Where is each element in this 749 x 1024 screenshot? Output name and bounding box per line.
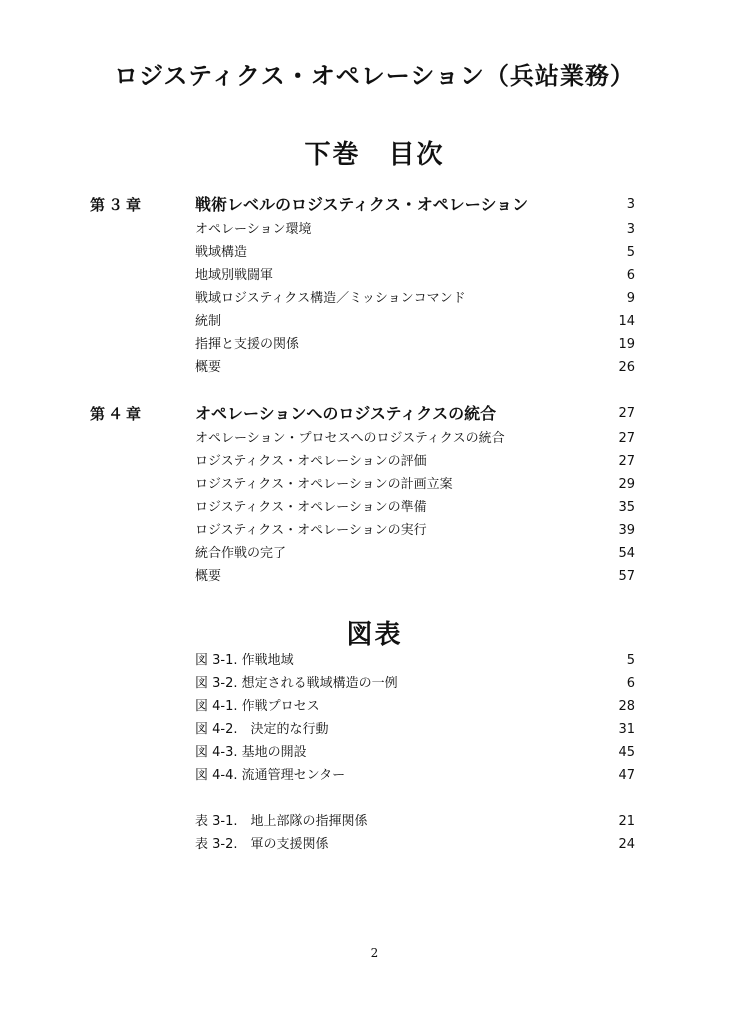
toc-entry-text: 概要 (195, 360, 222, 375)
page-number: 3 (626, 197, 635, 212)
toc-entry-text: ロジスティクス・オペレーションの準備 (195, 500, 427, 515)
figure-entry-text: 図 4-3. 基地の開設 (195, 745, 307, 760)
toc-entry (0, 428, 749, 450)
figure-entry-text: 図 4-1. 作戦プロセス (195, 699, 320, 714)
figure-entry (0, 696, 749, 718)
page-number: 6 (626, 268, 635, 283)
toc-entry (0, 288, 749, 310)
page-number: 45 (618, 745, 635, 760)
toc-entry (0, 242, 749, 264)
toc-entry (0, 543, 749, 565)
figure-entry (0, 742, 749, 764)
toc-entry-text: 統合作戦の完了 (195, 546, 287, 561)
toc-entry (0, 451, 749, 473)
figure-entry-text: 図 3-2. 想定される戦域構造の一例 (195, 676, 398, 691)
chapter-heading (0, 194, 749, 216)
figure-entry (0, 719, 749, 741)
figure-entry (0, 650, 749, 672)
toc-entry-text: 概要 (195, 569, 222, 584)
page-number: 24 (618, 837, 635, 852)
figure-entry-text: 図 4-4. 流通管理センター (195, 768, 346, 783)
page-number: 27 (618, 431, 635, 446)
page-number: 21 (618, 814, 635, 829)
chapter-label: 第３章 (90, 196, 145, 214)
toc-entry-text: 戦域構造 (195, 245, 248, 260)
figure-entry-text: 図 4-2. 決定的な行動 (195, 722, 329, 737)
page-number: 6 (626, 676, 635, 691)
chapter-label: 第４章 (90, 405, 145, 423)
chapter-heading (0, 403, 749, 425)
page-number: 29 (618, 477, 635, 492)
page-number: 27 (618, 406, 635, 421)
toc-entry (0, 497, 749, 519)
toc-entry-text: オペレーション・プロセスへのロジスティクスの統合 (195, 431, 505, 446)
toc-entry (0, 474, 749, 496)
page-number: 35 (618, 500, 635, 515)
page-number: 54 (618, 546, 635, 561)
table-entry (0, 834, 749, 856)
toc-entry (0, 334, 749, 356)
page-number: 47 (618, 768, 635, 783)
toc-entry (0, 265, 749, 287)
page-number: 5 (626, 653, 635, 668)
toc-entry-text: ロジスティクス・オペレーションの評価 (195, 454, 427, 469)
page-number: 31 (618, 722, 635, 737)
page-number: 14 (618, 314, 635, 329)
toc-entry-text: ロジスティクス・オペレーションの実行 (195, 523, 427, 538)
toc-entry-text: 地域別戦闘軍 (195, 268, 274, 283)
chapter-title: オペレーションへのロジスティクスの統合 (195, 404, 497, 423)
toc-entry-text: オペレーション環境 (195, 222, 312, 237)
page-number: 26 (618, 360, 635, 375)
page-number: 28 (618, 699, 635, 714)
document-title: ロジスティクス・オペレーション（兵站業務） (114, 62, 635, 90)
toc-entry-text: 統制 (195, 314, 222, 329)
toc-entry-text: ロジスティクス・オペレーションの計画立案 (195, 477, 453, 492)
page-number: 39 (618, 523, 635, 538)
footer-page-number: 2 (370, 946, 379, 960)
figure-entry (0, 673, 749, 695)
page-number: 27 (618, 454, 635, 469)
figure-entry-text: 図 3-1. 作戦地域 (195, 653, 294, 668)
page-number: 3 (626, 222, 635, 237)
toc-entry-text: 戦域ロジスティクス構造／ミッションコマンド (195, 291, 466, 306)
chapter-title: 戦術レベルのロジスティクス・オペレーション (195, 195, 529, 214)
toc-entry (0, 566, 749, 588)
figures-title: 図表 (346, 620, 403, 650)
toc-entry (0, 520, 749, 542)
toc-entry (0, 357, 749, 379)
page-number: 57 (618, 569, 635, 584)
page-number: 9 (626, 291, 635, 306)
toc-entry (0, 311, 749, 333)
table-entry (0, 811, 749, 833)
figure-entry (0, 765, 749, 787)
toc-entry-text: 指揮と支援の関係 (195, 337, 300, 352)
toc-title: 下巻 目次 (304, 140, 445, 170)
table-entry-text: 表 3-2. 軍の支援関係 (195, 837, 329, 852)
toc-entry (0, 219, 749, 241)
table-entry-text: 表 3-1. 地上部隊の指揮関係 (195, 814, 368, 829)
page-number: 5 (626, 245, 635, 260)
page-number: 19 (618, 337, 635, 352)
